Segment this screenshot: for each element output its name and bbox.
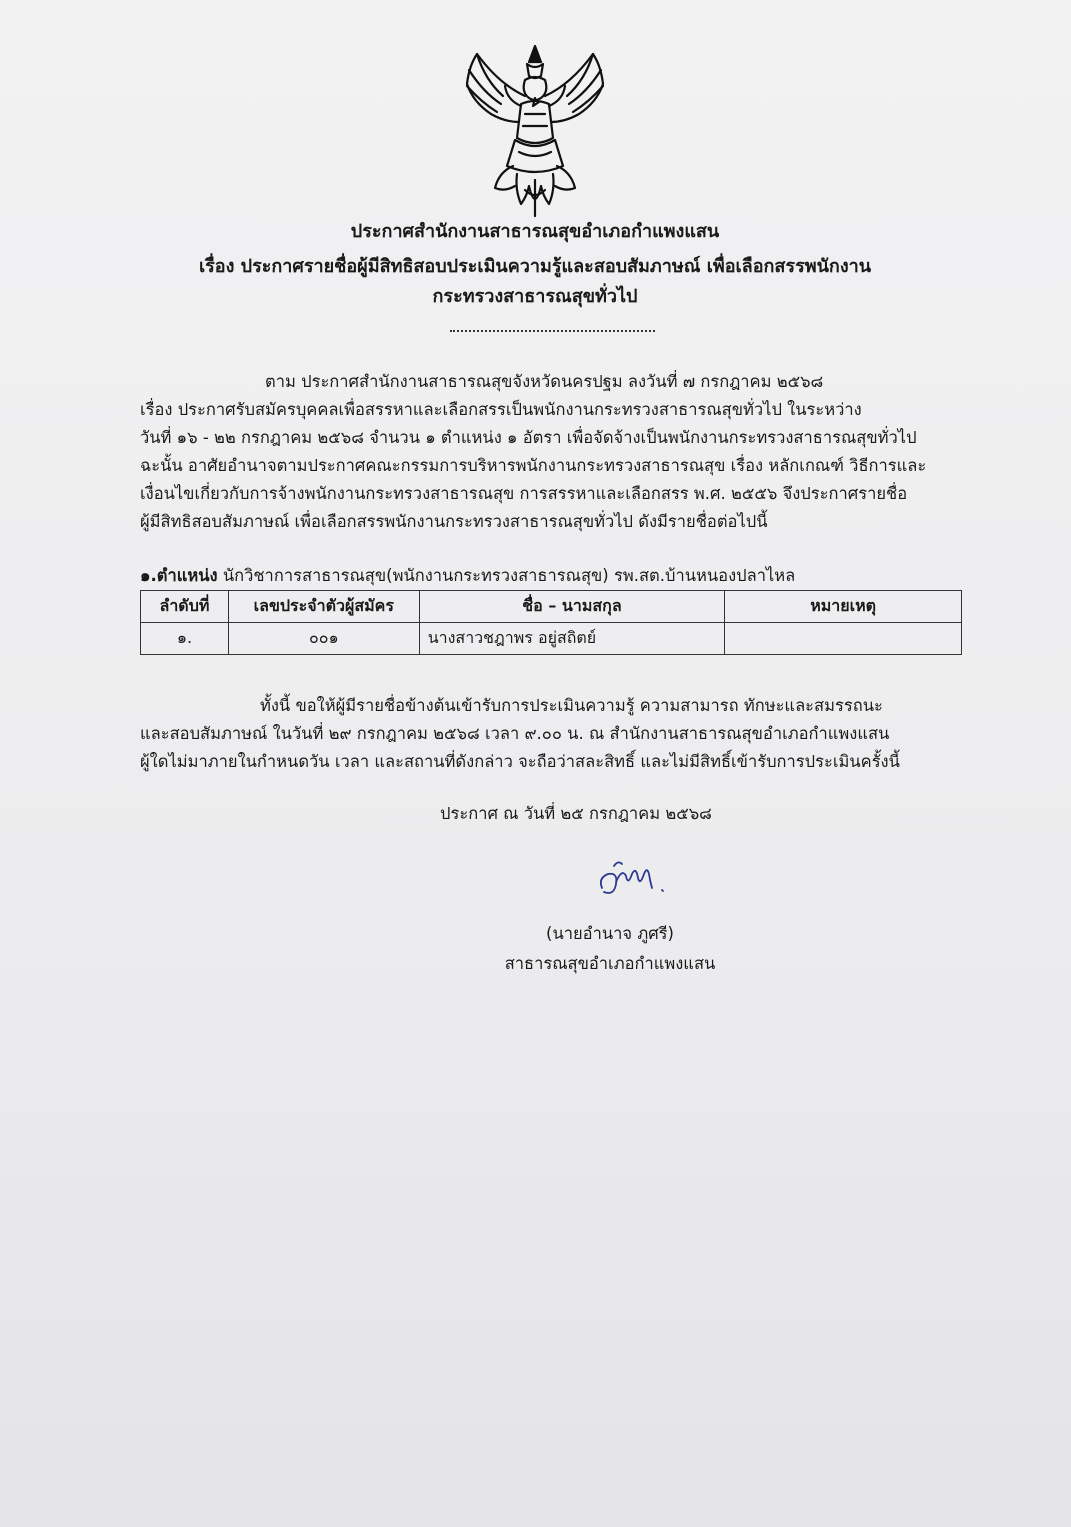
announcement-title: ประกาศสำนักงานสาธารณสุขอำเภอกำแพงแสน: [350, 221, 720, 242]
announcement-subject-cont: กระทรวงสาธารณสุขทั่วไป: [432, 286, 638, 307]
col-header-order: ลำดับที่: [141, 591, 229, 623]
separator-dots: [450, 330, 655, 332]
intro-line: เงื่อนไขเกี่ยวกับการจ้างพนักงานกระทรวงสาธารณสุข การสรรหาและเลือกสรร พ.ศ. ๒๕๕๖ จึงประกาศรายชื่อ: [140, 484, 908, 503]
garuda-emblem-icon: [455, 40, 615, 218]
candidate-table: [140, 590, 962, 655]
closing-line: และสอบสัมภาษณ์ ในวันที่ ๒๙ กรกฎาคม ๒๕๖๘ เวลา ๙.๐๐ น. ณ สำนักงานสาธารณสุขอำเภอกำแพงแสน: [140, 724, 890, 743]
position-heading: [140, 563, 965, 589]
intro-paragraph: [140, 368, 965, 536]
cell-order: ๑.: [141, 623, 229, 655]
intro-line: วันที่ ๑๖ - ๒๒ กรกฎาคม ๒๕๖๘ จำนวน ๑ ตำแหน่ง ๑ อัตรา เพื่อจัดจ้างเป็นพนักงานกระทรวงสาธารณสุขทั่วไป: [140, 428, 917, 447]
handwritten-signature-icon: [592, 852, 682, 904]
closing-line: ทั้งนี้ ขอให้ผู้มีรายชื่อข้างต้นเข้ารับการประเมินความรู้ ความสามารถ ทักษะและสมรรถนะ: [260, 696, 883, 715]
table-row: [141, 623, 962, 655]
announcement-subject: เรื่อง ประกาศรายชื่อผู้มีสิทธิสอบประเมินความรู้และสอบสัมภาษณ์ เพื่อเลือกสรรพนักงาน: [198, 256, 872, 277]
cell-applicant-id: ๐๐๑: [228, 623, 419, 655]
position-value: นักวิชาการสาธารณสุข(พนักงานกระทรวงสาธารณสุข) รพ.สต.บ้านหนองปลาไหล: [222, 566, 796, 585]
col-header-applicant-id: เลขประจำตัวผู้สมัคร: [228, 591, 419, 623]
signer-title: สาธารณสุขอำเภอกำแพงแสน: [504, 954, 716, 973]
signer-name: (นายอำนาจ ภูศรี): [546, 924, 674, 943]
col-header-full-name: ชื่อ – นามสกุล: [419, 591, 725, 623]
cell-full-name: นางสาวชฎาพร อยู่สถิตย์: [419, 623, 725, 655]
intro-line: ตาม ประกาศสำนักงานสาธารณสุขจังหวัดนครปฐม ลงวันที่ ๗ กรกฎาคม ๒๕๖๘: [265, 372, 824, 391]
intro-line: ฉะนั้น อาศัยอำนาจตามประกาศคณะกรรมการบริหารพนักงานกระทรวงสาธารณสุข เรื่อง หลักเกณฑ์ วิธีการและ: [140, 456, 927, 475]
intro-line: ผู้มีสิทธิสอบสัมภาษณ์ เพื่อเลือกสรรพนักงานกระทรวงสาธารณสุขทั่วไป ดังมีรายชื่อต่อไปนี้: [140, 512, 768, 531]
closing-paragraph: [140, 692, 965, 776]
intro-line: เรื่อง ประกาศรับสมัครบุคคลเพื่อสรรหาและเลือกสรรเป็นพนักงานกระทรวงสาธารณสุขทั่วไป ในระหว่าง: [140, 400, 862, 419]
position-label: ๑.ตำแหน่ง: [140, 566, 218, 585]
table-header-row: [141, 591, 962, 623]
closing-line: ผู้ใดไม่มาภายในกำหนดวัน เวลา และสถานที่ดังกล่าว จะถือว่าสละสิทธิ์ และไม่มีสิทธิ์เข้ารับการประเมินครั้งนี้: [140, 752, 900, 771]
col-header-note: หมายเหตุ: [725, 591, 962, 623]
announce-date: ประกาศ ณ วันที่ ๒๕ กรกฎาคม ๒๕๖๘: [440, 804, 712, 823]
cell-note: [725, 623, 962, 655]
